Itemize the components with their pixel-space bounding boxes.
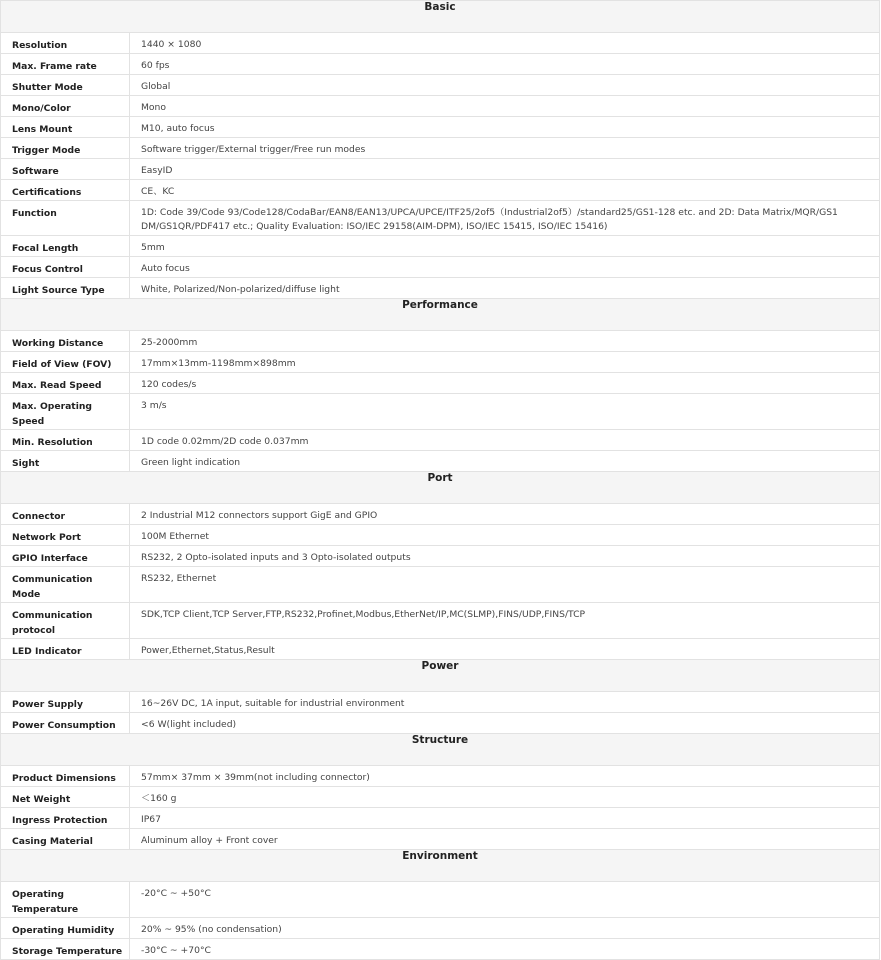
spec-label: Function — [1, 201, 130, 236]
spec-value: 57mm× 37mm × 39mm(not including connector) — [130, 766, 880, 787]
spec-label: Power Supply — [1, 692, 130, 713]
spec-label: Network Port — [1, 525, 130, 546]
spec-label: Software — [1, 159, 130, 180]
spec-value: SDK,TCP Client,TCP Server,FTP,RS232,Profinet,Modbus,EtherNet/IP,MC(SLMP),FINS/UDP,FINS/TCP — [130, 603, 880, 639]
table-row — [1, 236, 880, 257]
table-row — [1, 525, 880, 546]
spec-value: 1D: Code 39/Code 93/Code128/CodaBar/EAN8/EAN13/UPCA/UPCE/ITF25/2of5（Industrial2of5）/standard25/GS1-128 etc. and 2D: Data Matrix/MQR/GS1 DM/GS1QR/PDF417 etc.; Quality Evaluation: ISO/IEC 29158(AIM-DPM), ISO/IEC 15415, ISO/IEC 15416) — [130, 201, 880, 236]
spec-value: 25-2000mm — [130, 331, 880, 352]
spec-value: -20°C ~ +50°C — [130, 882, 880, 918]
table-row — [1, 829, 880, 850]
spec-value: 16~26V DC, 1A input, suitable for industrial environment — [130, 692, 880, 713]
table-row — [1, 201, 880, 236]
table-row — [1, 96, 880, 117]
section-header-structure — [1, 734, 880, 766]
spec-label: Resolution — [1, 33, 130, 54]
spec-label: Net Weight — [1, 787, 130, 808]
table-row — [1, 352, 880, 373]
spec-value: 5mm — [130, 236, 880, 257]
table-row — [1, 373, 880, 394]
spec-label: Max. Operating Speed — [1, 394, 130, 430]
spec-value: 3 m/s — [130, 394, 880, 430]
spec-value: ＜160 g — [130, 787, 880, 808]
table-row — [1, 54, 880, 75]
spec-value: 1440 × 1080 — [130, 33, 880, 54]
spec-value: EasyID — [130, 159, 880, 180]
spec-label: Casing Material — [1, 829, 130, 850]
section-title: Performance — [1, 299, 880, 331]
table-row — [1, 430, 880, 451]
table-row — [1, 918, 880, 939]
spec-label: Communication Mode — [1, 567, 130, 603]
spec-value: RS232, 2 Opto-isolated inputs and 3 Opto-isolated outputs — [130, 546, 880, 567]
spec-value: 17mm×13mm-1198mm×898mm — [130, 352, 880, 373]
table-row — [1, 787, 880, 808]
spec-value: 120 codes/s — [130, 373, 880, 394]
spec-label: Max. Frame rate — [1, 54, 130, 75]
table-row — [1, 138, 880, 159]
table-row — [1, 33, 880, 54]
table-row — [1, 180, 880, 201]
spec-value: Green light indication — [130, 451, 880, 472]
section-header-environment — [1, 850, 880, 882]
table-row — [1, 75, 880, 96]
spec-value: Power,Ethernet,Status,Result — [130, 639, 880, 660]
table-row — [1, 159, 880, 180]
spec-value: 60 fps — [130, 54, 880, 75]
section-header-performance — [1, 299, 880, 331]
spec-label: Field of View (FOV) — [1, 352, 130, 373]
spec-value: Auto focus — [130, 257, 880, 278]
table-row — [1, 331, 880, 352]
spec-value: 1D code 0.02mm/2D code 0.037mm — [130, 430, 880, 451]
table-row — [1, 639, 880, 660]
spec-value: 100M Ethernet — [130, 525, 880, 546]
spec-label: GPIO Interface — [1, 546, 130, 567]
spec-label: Focal Length — [1, 236, 130, 257]
spec-label: Communication protocol — [1, 603, 130, 639]
section-title: Basic — [1, 1, 880, 33]
table-row — [1, 504, 880, 525]
spec-label: Min. Resolution — [1, 430, 130, 451]
spec-value: -30°C ~ +70°C — [130, 939, 880, 960]
table-row — [1, 603, 880, 639]
spec-label: Certifications — [1, 180, 130, 201]
spec-label: Working Distance — [1, 331, 130, 352]
spec-value: White, Polarized/Non-polarized/diffuse light — [130, 278, 880, 299]
section-header-port — [1, 472, 880, 504]
spec-label: Focus Control — [1, 257, 130, 278]
spec-label: Product Dimensions — [1, 766, 130, 787]
spec-value: RS232, Ethernet — [130, 567, 880, 603]
spec-label: Shutter Mode — [1, 75, 130, 96]
table-row — [1, 808, 880, 829]
table-row — [1, 766, 880, 787]
spec-value: IP67 — [130, 808, 880, 829]
section-title: Environment — [1, 850, 880, 882]
table-row — [1, 939, 880, 960]
spec-label: Storage Temperature — [1, 939, 130, 960]
spec-label: Operating Temperature — [1, 882, 130, 918]
spec-label: Power Consumption — [1, 713, 130, 734]
spec-value: 2 Industrial M12 connectors support GigE and GPIO — [130, 504, 880, 525]
spec-label: Trigger Mode — [1, 138, 130, 159]
section-title: Port — [1, 472, 880, 504]
table-row — [1, 567, 880, 603]
spec-label: Mono/Color — [1, 96, 130, 117]
spec-value: <6 W(light included) — [130, 713, 880, 734]
spec-value: Mono — [130, 96, 880, 117]
spec-value: Aluminum alloy + Front cover — [130, 829, 880, 850]
spec-label: Light Source Type — [1, 278, 130, 299]
spec-label: Connector — [1, 504, 130, 525]
spec-label: Sight — [1, 451, 130, 472]
table-row — [1, 692, 880, 713]
table-row — [1, 882, 880, 918]
spec-label: Ingress Protection — [1, 808, 130, 829]
spec-label: Lens Mount — [1, 117, 130, 138]
section-title: Structure — [1, 734, 880, 766]
section-header-power — [1, 660, 880, 692]
table-row — [1, 394, 880, 430]
section-header-basic — [1, 1, 880, 33]
spec-label: Operating Humidity — [1, 918, 130, 939]
table-row — [1, 278, 880, 299]
spec-label: Max. Read Speed — [1, 373, 130, 394]
spec-value: 20% ~ 95% (no condensation) — [130, 918, 880, 939]
spec-label: LED Indicator — [1, 639, 130, 660]
spec-value: Global — [130, 75, 880, 96]
spec-value: CE、KC — [130, 180, 880, 201]
table-row — [1, 713, 880, 734]
table-row — [1, 257, 880, 278]
spec-value: M10, auto focus — [130, 117, 880, 138]
spec-value: Software trigger/External trigger/Free run modes — [130, 138, 880, 159]
table-row — [1, 117, 880, 138]
section-title: Power — [1, 660, 880, 692]
table-row — [1, 451, 880, 472]
table-row — [1, 546, 880, 567]
